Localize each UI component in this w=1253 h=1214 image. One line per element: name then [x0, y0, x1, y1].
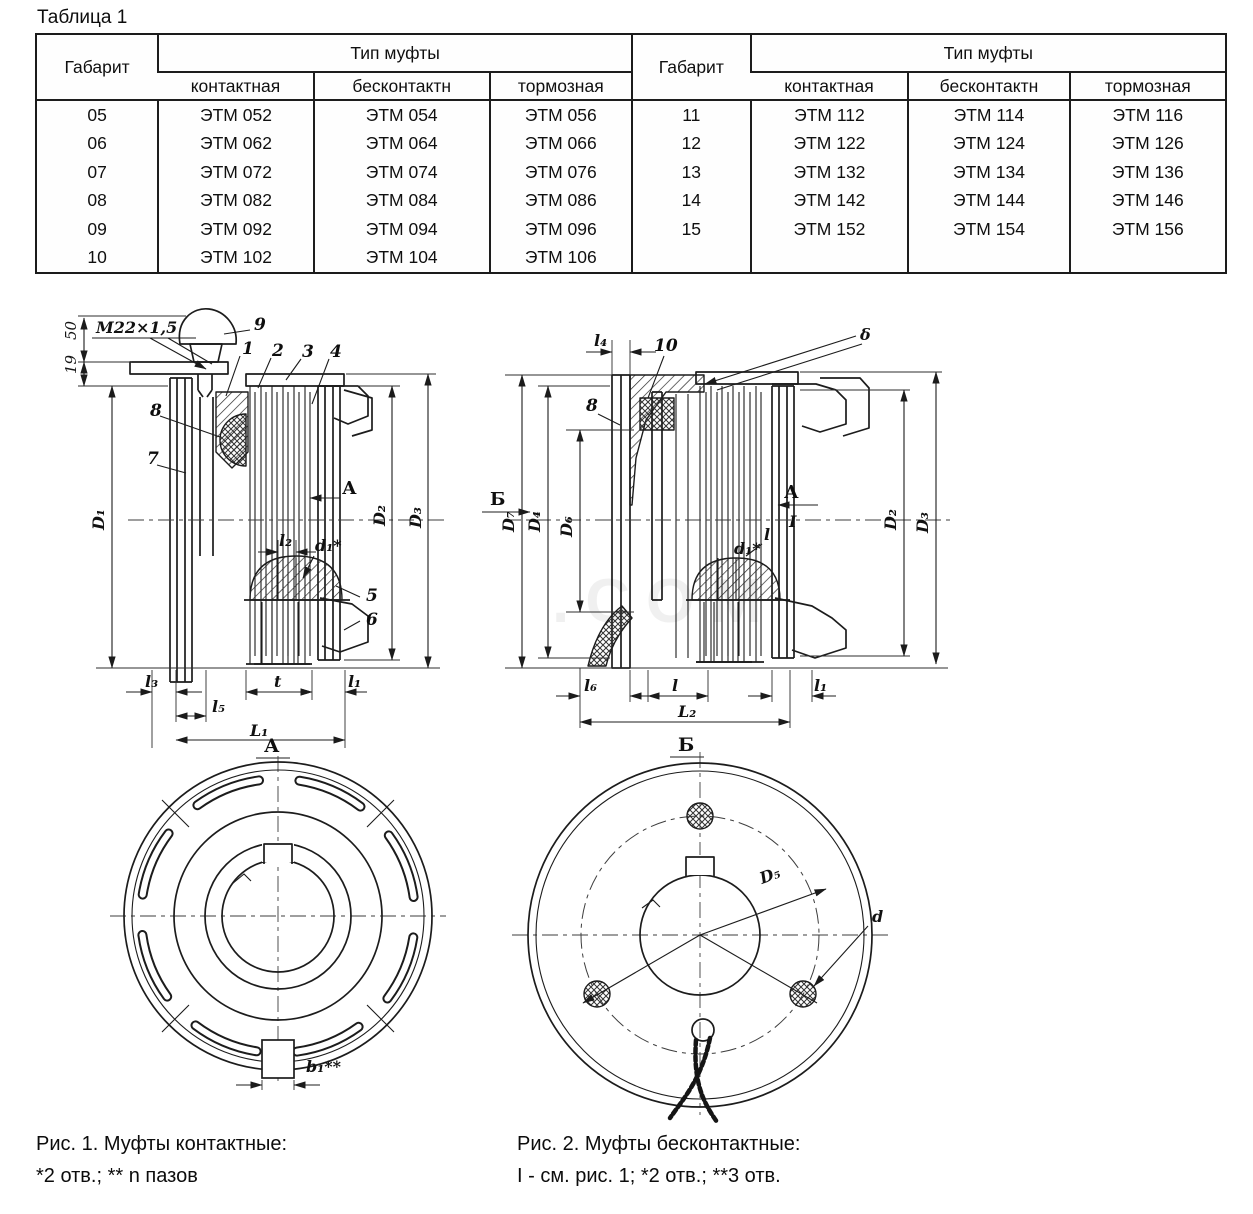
fig1-dim-d1-label: D₁ — [89, 509, 108, 530]
fig2-dim-l6-label: l₆ — [584, 676, 598, 695]
table-cell: ЭТМ 116 — [1070, 100, 1225, 130]
header-gabarit: Габарит — [632, 35, 751, 100]
table-row — [37, 244, 631, 273]
table-cell: ЭТМ 122 — [751, 130, 909, 159]
table-row — [37, 158, 631, 187]
fig1-thread-callout: М22×1,5 — [96, 318, 178, 337]
fig2-dim-d2-label: D₂ — [881, 509, 900, 530]
fig2-clamp-lower — [775, 598, 846, 658]
table-row — [37, 215, 631, 244]
table-cell: ЭТМ 086 — [490, 187, 631, 216]
header-kontaktnaya: контактная — [158, 72, 314, 100]
fig2-dim-d-label: d — [872, 907, 884, 926]
table-cell: ЭТМ 054 — [314, 100, 490, 130]
fig1-bore — [262, 602, 298, 664]
table-cell: ЭТМ 114 — [908, 100, 1069, 130]
fig2-flange-upper — [772, 384, 846, 432]
fig1-part-4: 4 — [330, 342, 342, 362]
fig2-dim-d7-label: D₇ — [499, 511, 518, 532]
table-cell — [1070, 244, 1225, 273]
fig1-caption — [36, 1128, 287, 1192]
table-row — [632, 215, 1225, 244]
table-cell: ЭТМ 102 — [158, 244, 314, 273]
table-cell: 12 — [681, 133, 702, 154]
table-cell: 11 — [682, 104, 701, 125]
fig1-pack-band — [246, 374, 344, 386]
fig1-drum — [318, 386, 340, 660]
table-cell: ЭТМ 132 — [751, 158, 909, 187]
header-tormoznaya: тормозная — [490, 72, 631, 100]
header-tormoznaya: тормозная — [1070, 72, 1225, 100]
fig1-shaft — [200, 397, 213, 556]
fig1-part-2: 2 — [272, 341, 284, 361]
table-cell: ЭТМ 146 — [1070, 187, 1225, 216]
fig2-bell-hatch — [630, 375, 704, 505]
table-cell: 13 — [681, 161, 702, 182]
fig1-dim-t-label: t — [274, 672, 282, 691]
fig2-brush-crosshatch — [588, 606, 632, 666]
fig2-dim-L2-label: L₂ — [678, 702, 697, 721]
table-cell: ЭТМ 062 — [158, 130, 314, 159]
fig2-dim-l1-label: l₁ — [814, 676, 828, 695]
fig1-dim-l1-label: l₁ — [348, 672, 362, 691]
table-cell: ЭТМ 152 — [751, 215, 909, 244]
fig2-section-arrow-a: А — [784, 482, 799, 503]
fig2-section-arrow-b: Б — [490, 489, 506, 510]
fig2-node-i-label: I — [789, 512, 797, 531]
fig1-view-a — [110, 735, 446, 1090]
table-cell: ЭТМ 106 — [490, 244, 631, 273]
table-cell: ЭТМ 084 — [314, 187, 490, 216]
table-cell — [632, 244, 751, 273]
page-title: Таблица 1 — [37, 7, 128, 28]
header-type: Тип муфты — [158, 35, 631, 72]
fig1-terminal-nut — [190, 344, 222, 362]
fig1-section — [128, 309, 444, 682]
fig2-dim-d4-label: D₄ — [525, 511, 544, 532]
table-cell: ЭТМ 124 — [908, 130, 1069, 159]
fig2-hole-left — [584, 981, 610, 1007]
fig2-dim-l-label: l — [672, 676, 679, 695]
table-cell: ЭТМ 156 — [1070, 215, 1225, 244]
fig2-sleeve — [676, 394, 688, 658]
fig2-view-b — [512, 752, 888, 1122]
fig1-part-8: 8 — [150, 401, 162, 421]
fig2-coil-crosshatch — [640, 398, 674, 430]
table-cell: 07 — [87, 161, 107, 182]
header-kontaktnaya: контактная — [751, 72, 909, 100]
fig2-caption-line1: Рис. 2. Муфты бесконтактные: — [517, 1133, 801, 1155]
table-row — [632, 35, 1225, 72]
fig2-part-8: 8 — [586, 396, 598, 416]
table-row — [37, 100, 631, 130]
header-beskontaktn: бесконтактн — [314, 72, 490, 100]
table-cell: ЭТМ 142 — [751, 187, 909, 216]
table-cell: 08 — [87, 190, 107, 211]
clutch-type-table — [35, 33, 1227, 274]
fig1-dim-l5-label: l₅ — [212, 697, 226, 716]
fig1-dim-l3-label: l₃ — [145, 672, 159, 691]
fig1-dim-L1-label: L₁ — [250, 721, 269, 740]
header-gabarit: Габарит — [37, 35, 158, 100]
fig2-dim-d5-label: D₅ — [756, 862, 783, 888]
fig1-section-arrow-a: А — [342, 478, 357, 499]
table-cell: ЭТМ 092 — [158, 215, 314, 244]
table-cell: ЭТМ 074 — [314, 158, 490, 187]
header-type: Тип муфты — [751, 35, 1225, 72]
fig1-part-1: 1 — [242, 339, 254, 359]
fig1-dim-19: 19 — [62, 354, 80, 374]
fig1-dim-d2-label: D₂ — [370, 505, 389, 526]
table-cell: 06 — [87, 133, 107, 154]
table-cell: ЭТМ 126 — [1070, 130, 1225, 159]
table-right — [631, 35, 1225, 272]
table-row — [632, 244, 1225, 273]
fig1-dim-50: 50 — [62, 320, 80, 340]
table-cell: ЭТМ 154 — [908, 215, 1069, 244]
fig1-part-3: 3 — [302, 342, 314, 362]
header-beskontaktn: бесконтактн — [908, 72, 1069, 100]
fig1-terminal-cap — [179, 309, 236, 344]
table-cell: ЭТМ 052 — [158, 100, 314, 130]
fig1-part-6: 6 — [366, 610, 378, 630]
figures-drawing — [0, 288, 1253, 1158]
fig1-part-7: 7 — [147, 449, 159, 469]
table-cell — [908, 244, 1069, 273]
table-cell: ЭТМ 076 — [490, 158, 631, 187]
fig2-dim-l-mid-label: l — [764, 525, 771, 544]
table-cell: ЭТМ 082 — [158, 187, 314, 216]
fig1-dim-l2-label: l₂ — [279, 531, 293, 550]
watermark: .COM — [552, 567, 778, 636]
fig2-view-b-label: Б — [678, 734, 695, 756]
table-cell: ЭТМ 056 — [490, 100, 631, 130]
fig1-caption-line1: Рис. 1. Муфты контактные: — [36, 1133, 288, 1155]
table-row — [37, 187, 631, 216]
table-cell: 10 — [87, 247, 107, 268]
table-row — [632, 100, 1225, 130]
table-cell: ЭТМ 112 — [751, 100, 909, 130]
fig2-dim-d3-label: D₃ — [913, 512, 932, 533]
table-cell: ЭТМ 104 — [314, 244, 490, 273]
fig2-dim-delta-label: δ — [860, 325, 871, 344]
table-row — [37, 35, 631, 72]
fig2-caption-line2: I - см. рис. 1; *2 отв.; **3 отв. — [517, 1165, 781, 1187]
table-cell: ЭТМ 136 — [1070, 158, 1225, 187]
fig1-part-9: 9 — [254, 315, 266, 335]
table-row — [632, 158, 1225, 187]
fig1-terminal-stud — [198, 374, 212, 397]
table-cell: 15 — [681, 218, 702, 239]
fig1-dim-b1-label: b₁** — [306, 1057, 341, 1076]
fig2-hole-right — [790, 981, 816, 1007]
table-cell: ЭТМ 064 — [314, 130, 490, 159]
fig2-part-10: 10 — [654, 336, 678, 356]
fig2-dimensions — [482, 325, 948, 757]
fig1-clamp-lower — [320, 598, 368, 652]
fig2-dim-d6-label: D₆ — [557, 516, 576, 537]
table-cell: ЭТМ 134 — [908, 158, 1069, 187]
fig2-dim-d1star-label: d₁* — [734, 539, 761, 558]
fig1-terminal-plate — [130, 362, 228, 374]
fig1-dim-d3-label: D₃ — [406, 507, 425, 528]
table-cell: ЭТМ 144 — [908, 187, 1069, 216]
table-cell: 05 — [87, 104, 107, 125]
table-left — [37, 35, 631, 272]
fig1-part-5: 5 — [366, 586, 378, 606]
table-cell: ЭТМ 066 — [490, 130, 631, 159]
table-row — [632, 187, 1225, 216]
fig2-disc-pack — [700, 386, 761, 662]
table-row — [632, 130, 1225, 159]
table-cell: ЭТМ 094 — [314, 215, 490, 244]
table-cell: 09 — [87, 218, 107, 239]
table-cell — [751, 244, 909, 273]
fig2-hole-top — [687, 803, 713, 829]
fig1-disc-pack — [250, 386, 310, 664]
fig2-caption — [517, 1128, 800, 1192]
table-cell: ЭТМ 072 — [158, 158, 314, 187]
fig2-dim-l4-label: l₄ — [594, 331, 608, 350]
table-cell: ЭТМ 096 — [490, 215, 631, 244]
fig1-caption-line2: *2 отв.; ** n пазов — [36, 1165, 198, 1187]
fig1-key-slot — [262, 1040, 294, 1078]
table-row — [37, 130, 631, 159]
fig1-dim-d1star-label: d₁* — [315, 536, 342, 555]
fig1-view-a-label: А — [264, 735, 280, 757]
fig1-dimensions — [62, 315, 440, 748]
table-cell: 14 — [681, 190, 702, 211]
